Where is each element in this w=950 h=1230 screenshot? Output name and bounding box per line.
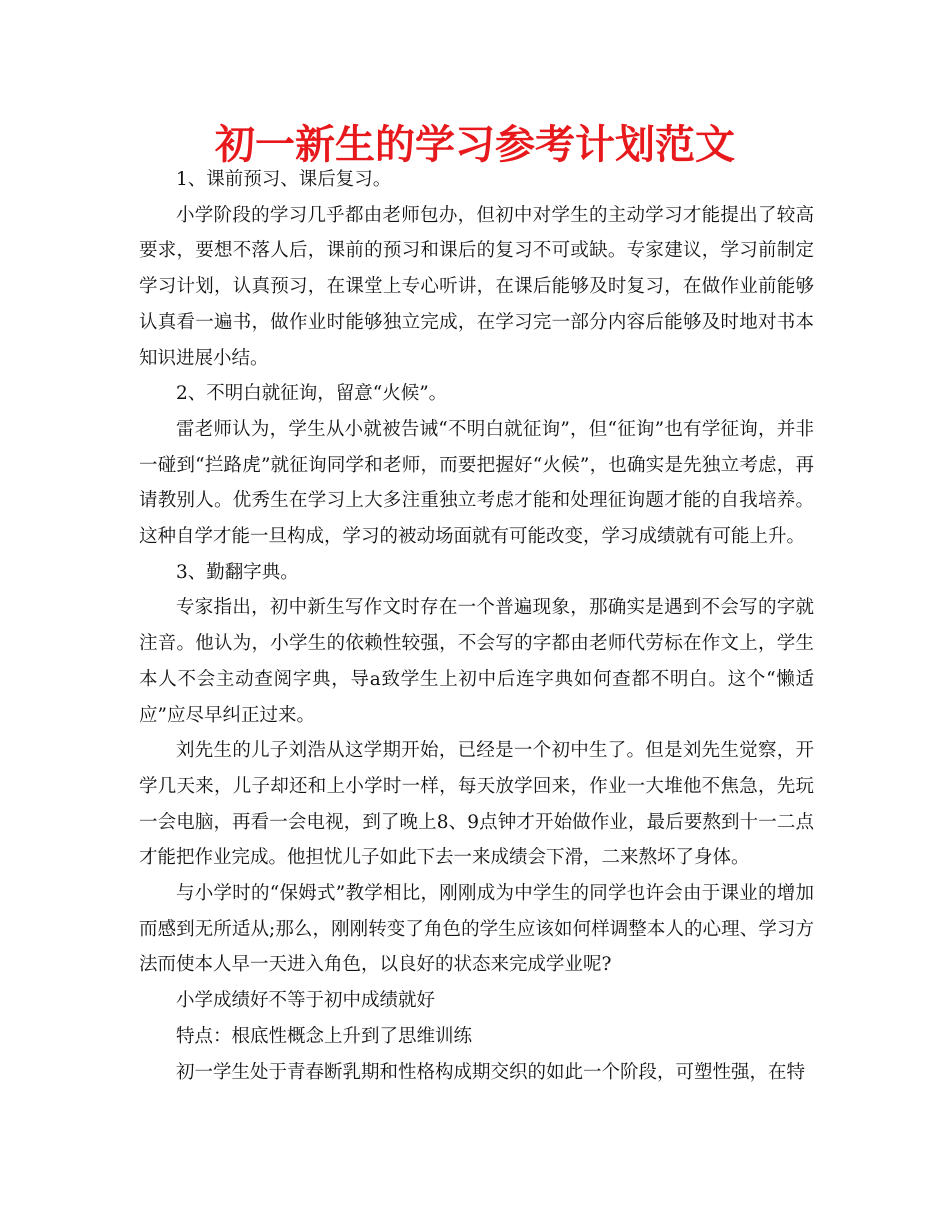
section-heading: 小学成绩好不等于初中成绩就好 [176, 990, 436, 1012]
paragraph: 雷老师认为，学生从小就被告诫“不明白就征询”，但“征询”也有学征询，并非一碰到“拦路虎”就征询同学和老师，而要把握好“火候”，也确实是先独立考虑，再请教别人。优秀生在学习上大多注重独立考虑才能和处理征询题才能的自我培养。这种自学才能一旦构成，学习的被动场面就有可能改变，学习成绩就有可能上升。 [139, 418, 814, 548]
paragraph: 与小学时的“保姆式”教学相比，刚刚成为中学生的同学也许会由于课业的增加而感到无所适从;那么，刚刚转变了角色的学生应该如何样调整本人的心理、学习方法而使本人早一天进入角色，以良好的状态来完成学业呢? [139, 883, 814, 976]
document-title: 初一新生的学习参考计划范文 [215, 122, 735, 168]
paragraph: 初一学生处于青春断乳期和性格构成期交织的如此一个阶段，可塑性强，在特 [176, 1061, 806, 1083]
section-heading: 1、课前预习、课后复习。 [176, 169, 392, 190]
section-heading: 特点：根底性概念上升到了思维训练 [176, 1025, 473, 1047]
section-heading: 3、勤翻字典。 [176, 561, 299, 583]
paragraph: 刘先生的儿子刘浩从这学期开始，已经是一个初中生了。但是刘先生觉察，开学几天来，儿子却还和上小学时一样，每天放学回来，作业一大堆他不焦急，先玩一会电脑，再看一会电视，到了晚上8、9点钟才开始做作业，最后要熬到十一二点才能把作业完成。他担忧儿子如此下去一来成绩会下滑，二来熬坏了身体。 [139, 740, 814, 869]
paragraph: 小学阶段的学习几乎都由老师包办，但初中对学生的主动学习才能提出了较高要求，要想不落人后，课前的预习和课后的复习不可或缺。专家建议，学习前制定学习计划，认真预习，在课堂上专心听讲，在课后能够及时复习，在做作业前能够认真看一遍书，做作业时能够独立完成，在学习完一部分内容后能够及时地对书本知识进展小结。 [139, 204, 814, 369]
paragraph: 专家指出，初中新生写作文时存在一个普遍现象，那确实是遇到不会写的字就注音。他认为，小学生的依赖性较强，不会写的字都由老师代劳标在作文上，学生本人不会主动查阅字典，导a致学生上初中后连字典如何查都不明白。这个“懒适应”应尽早纠正过来。 [139, 597, 814, 726]
document-body [139, 162, 814, 1090]
section-heading: 2、不明白就征询，留意“火候”。 [176, 383, 448, 405]
